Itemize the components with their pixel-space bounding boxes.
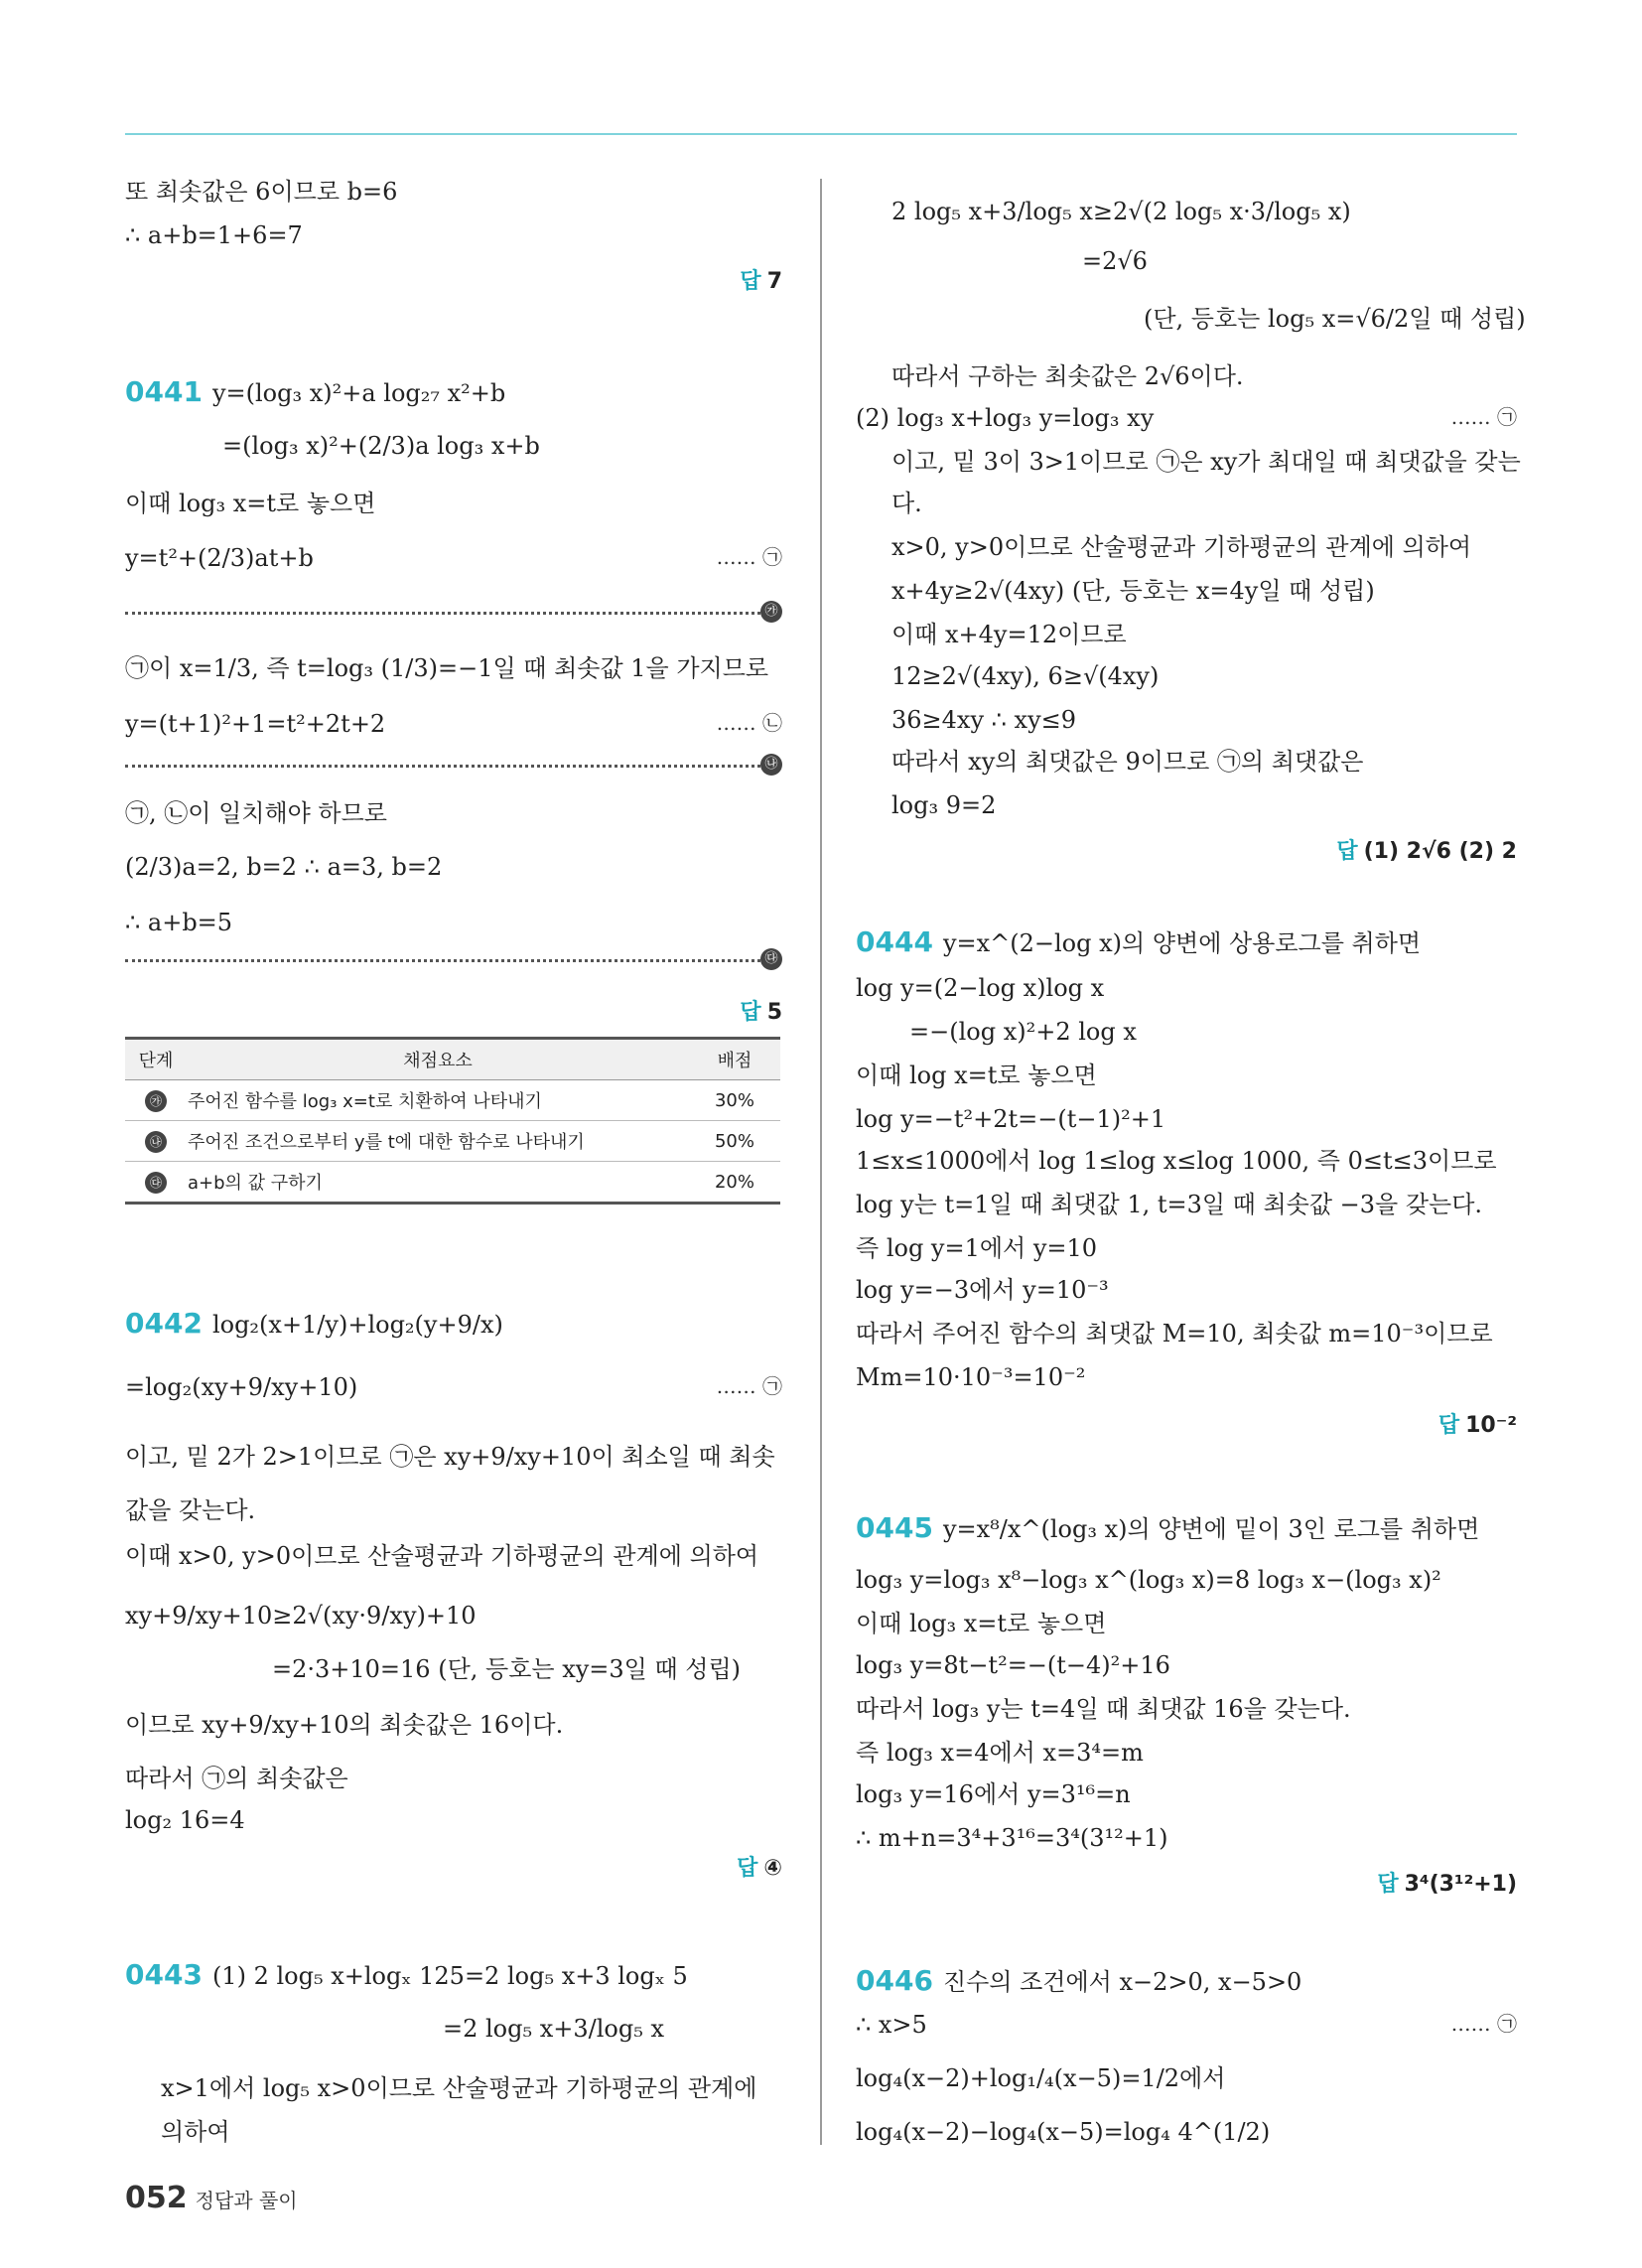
- equation-mark: …… ㉠: [1450, 2012, 1517, 2036]
- text-line: 따라서 log₃ y는 t=4일 때 최댓값 16을 갖는다.: [856, 1695, 1351, 1723]
- answer-label: 답: [1336, 839, 1358, 864]
- text-line: 36≥4xy ∴ xy≤9: [891, 706, 1077, 734]
- column-header: 단계: [125, 1039, 187, 1080]
- answer-value: 3⁴(3¹²+1): [1404, 1872, 1517, 1897]
- problem-number: 0445: [856, 1511, 933, 1544]
- text-line: y=x⁸/x^(log₃ x)의 양변에 밑이 3인 로그를 취하면: [942, 1515, 1480, 1543]
- text-line: 즉 log₃ x=4에서 x=3⁴=m: [856, 1739, 1144, 1767]
- problem-number: 0442: [125, 1307, 203, 1340]
- text-line: 따라서 주어진 함수의 최댓값 M=10, 최솟값 m=10⁻³이므로: [856, 1320, 1493, 1347]
- footer-label: 정답과 풀이: [195, 2189, 298, 2212]
- text-line: 값을 갖는다.: [125, 1496, 256, 1524]
- text-line: ∴ x>5: [856, 2011, 927, 2039]
- text-line: log₃ y=8t−t²=−(t−4)²+16: [856, 1651, 1170, 1679]
- text-line: 즉 log y=1에서 y=10: [856, 1234, 1098, 1262]
- text-line: =(log₃ x)²+(2/3)a log₃ x+b: [222, 432, 540, 460]
- text-line: 진수의 조건에서 x−2>0, x−5>0: [942, 1968, 1302, 1996]
- answer-label: 답: [737, 1856, 758, 1881]
- text-line: =−(log x)²+2 log x: [909, 1018, 1137, 1046]
- problem-number: 0443: [125, 1958, 203, 1991]
- text-line: 이때 x+4y=12이므로: [891, 621, 1127, 648]
- page-footer: [125, 2181, 298, 2215]
- problem-0445-first-line: [856, 1511, 1479, 1546]
- text-line: 또 최솟값은 6이므로 b=6: [125, 178, 398, 206]
- text-line: log y=−3에서 y=10⁻³: [856, 1276, 1109, 1304]
- text-line: y=x^(2−log x)의 양변에 상용로그를 취하면: [942, 929, 1422, 957]
- page-number: 052: [125, 2181, 188, 2215]
- text-line: 이때 log₃ x=t로 놓으면: [125, 490, 376, 517]
- table-header-row: [125, 1039, 780, 1080]
- problem-0441-first-line: [125, 375, 505, 410]
- answer-label: 답: [1437, 1413, 1460, 1438]
- text-line: 12≥2√(4xy), 6≥√(4xy): [891, 662, 1160, 690]
- answer: [1438, 1408, 1517, 1439]
- text-line: (1) 2 log₅ x+logₓ 125=2 log₅ x+3 logₓ 5: [211, 1962, 688, 1990]
- problem-number: 0444: [856, 925, 933, 958]
- text-line: =2 log₅ x+3/log₅ x: [443, 2015, 665, 2043]
- answer-value: 10⁻²: [1465, 1413, 1517, 1438]
- dotted-separator: [125, 765, 760, 768]
- problem-0444-first-line: [856, 925, 1421, 960]
- answer: [737, 1851, 782, 1882]
- text-line: log₄(x−2)+log₁/₄(x−5)=1/2에서: [856, 2064, 1226, 2092]
- problem-0443-first-line: [125, 1958, 688, 1993]
- text-line: y=t²+(2/3)at+b: [125, 544, 314, 572]
- table-row: [125, 1162, 780, 1204]
- equation-mark: …… ㉠: [1450, 405, 1517, 429]
- text-line: 따라서 구하는 최솟값은 2√6이다.: [891, 362, 1244, 390]
- text-line: log₃ y=log₃ x⁸−log₃ x^(log₃ x)=8 log₃ x−(log₃ x)²: [856, 1566, 1441, 1594]
- text-line: x>0, y>0이므로 산술평균과 기하평균의 관계에 의하여: [891, 533, 1472, 561]
- text-line: 이때 x>0, y>0이므로 산술평균과 기하평균의 관계에 의하여: [125, 1542, 759, 1570]
- dotted-separator: [125, 959, 760, 962]
- answer-value: (1) 2√6 (2) 2: [1363, 839, 1517, 864]
- text-line: log y=−t²+2t=−(t−1)²+1: [856, 1105, 1166, 1133]
- text-line: 이고, 밑 3이 3>1이므로 ㉠은 xy가 최대일 때 최댓값을 갖는: [891, 448, 1521, 476]
- text-line: ∴ a+b=1+6=7: [125, 221, 303, 249]
- text-line: log₃ y=16에서 y=3¹⁶=n: [856, 1780, 1131, 1808]
- text-line: 1≤x≤1000에서 log 1≤log x≤log 1000, 즉 0≤t≤3이므로: [856, 1147, 1497, 1175]
- table-cell: 주어진 함수를 log₃ x=t로 치환하여 나타내기: [187, 1080, 689, 1121]
- answer-label: 답: [1377, 1872, 1399, 1897]
- text-line: y=(log₃ x)²+a log₂₇ x²+b: [211, 379, 506, 407]
- text-line: x>1에서 log₅ x>0이므로 산술평균과 기하평균의 관계에: [161, 2074, 757, 2102]
- text-line: x+4y≥2√(4xy) (단, 등호는 x=4y일 때 성립): [891, 577, 1375, 605]
- table-row: [125, 1080, 780, 1121]
- step-marker: ㉰: [760, 948, 782, 970]
- answer-label: 답: [740, 269, 761, 294]
- answer-label: 답: [740, 1000, 761, 1025]
- equation-mark: …… ㉠: [716, 1374, 782, 1398]
- column-header: 배점: [689, 1039, 780, 1080]
- text-line: ∴ a+b=5: [125, 909, 233, 936]
- step-marker: ㉰: [145, 1172, 167, 1194]
- step-marker: ㉮: [760, 601, 782, 623]
- text-line: xy+9/xy+10≥2√(xy·9/xy)+10: [125, 1602, 477, 1630]
- problem-number: 0441: [125, 375, 203, 408]
- text-line: 2 log₅ x+3/log₅ x≥2√(2 log₅ x·3/log₅ x): [891, 198, 1351, 225]
- dotted-separator: [125, 612, 760, 615]
- answer: [740, 995, 782, 1026]
- text-line: 이때 log x=t로 놓으면: [856, 1062, 1097, 1089]
- text-line: log y는 t=1일 때 최댓값 1, t=3일 때 최솟값 −3을 갖는다.: [856, 1191, 1483, 1218]
- column-divider: [820, 179, 822, 2145]
- problem-0442-first-line: [125, 1307, 503, 1342]
- text-line: 따라서 ㉠의 최솟값은: [125, 1765, 348, 1792]
- text-line: 다.: [891, 490, 922, 517]
- text-line: ㉠이 x=1/3, 즉 t=log₃ (1/3)=−1일 때 최솟값 1을 가지므로: [125, 654, 769, 682]
- text-line: log₂(x+1/y)+log₂(y+9/x): [211, 1311, 503, 1339]
- text-line: 의하여: [161, 2118, 230, 2146]
- text-line: =log₂(xy+9/xy+10): [125, 1373, 358, 1401]
- text-line: 따라서 xy의 최댓값은 9이므로 ㉠의 최댓값은: [891, 748, 1364, 776]
- text-line: log₂ 16=4: [125, 1806, 245, 1834]
- text-line: 이때 log₃ x=t로 놓으면: [856, 1610, 1107, 1637]
- text-line: 이므로 xy+9/xy+10의 최솟값은 16이다.: [125, 1711, 564, 1739]
- answer-value: ④: [763, 1856, 782, 1881]
- answer-value: 7: [766, 269, 782, 294]
- text-line: ∴ m+n=3⁴+3¹⁶=3⁴(3¹²+1): [856, 1824, 1168, 1852]
- table-cell: 20%: [689, 1162, 780, 1204]
- table-cell: 50%: [689, 1121, 780, 1162]
- text-line: Mm=10·10⁻³=10⁻²: [856, 1363, 1086, 1391]
- table-cell: 주어진 조건으로부터 y를 t에 대한 함수로 나타내기: [187, 1121, 689, 1162]
- equation-mark: …… ㉡: [716, 711, 782, 735]
- equation-mark: …… ㉠: [716, 545, 782, 569]
- text-line: 이고, 밑 2가 2>1이므로 ㉠은 xy+9/xy+10이 최소일 때 최솟: [125, 1443, 775, 1471]
- scoring-table: [125, 1037, 780, 1205]
- text-line: (2/3)a=2, b=2 ∴ a=3, b=2: [125, 853, 443, 881]
- answer: [1336, 834, 1517, 865]
- answer-value: 5: [766, 1000, 782, 1025]
- problem-0446-first-line: [856, 1964, 1301, 1999]
- text-line: log₄(x−2)−log₄(x−5)=log₄ 4^(1/2): [856, 2118, 1271, 2146]
- text-line: (단, 등호는 log₅ x=√6/2일 때 성립): [1144, 305, 1526, 333]
- text-line: =2√6: [1082, 247, 1148, 275]
- table-cell: 30%: [689, 1080, 780, 1121]
- step-marker: ㉯: [760, 754, 782, 776]
- table-row: [125, 1121, 780, 1162]
- table-cell: a+b의 값 구하기: [187, 1162, 689, 1204]
- step-marker: ㉮: [145, 1090, 167, 1112]
- step-marker: ㉯: [145, 1131, 167, 1153]
- text-line: =2·3+10=16 (단, 등호는 xy=3일 때 성립): [272, 1655, 742, 1683]
- text-line: log y=(2−log x)log x: [856, 974, 1105, 1002]
- answer: [1377, 1867, 1517, 1898]
- text-line: log₃ 9=2: [891, 791, 997, 819]
- column-header: 채점요소: [187, 1039, 689, 1080]
- text-line: y=(t+1)²+1=t²+2t+2: [125, 710, 386, 738]
- text-line: ㉠, ㉡이 일치해야 하므로: [125, 799, 387, 827]
- answer: [740, 264, 782, 295]
- text-line: (2) log₃ x+log₃ y=log₃ xy: [856, 404, 1155, 432]
- header-rule: [125, 133, 1517, 135]
- problem-number: 0446: [856, 1964, 933, 1997]
